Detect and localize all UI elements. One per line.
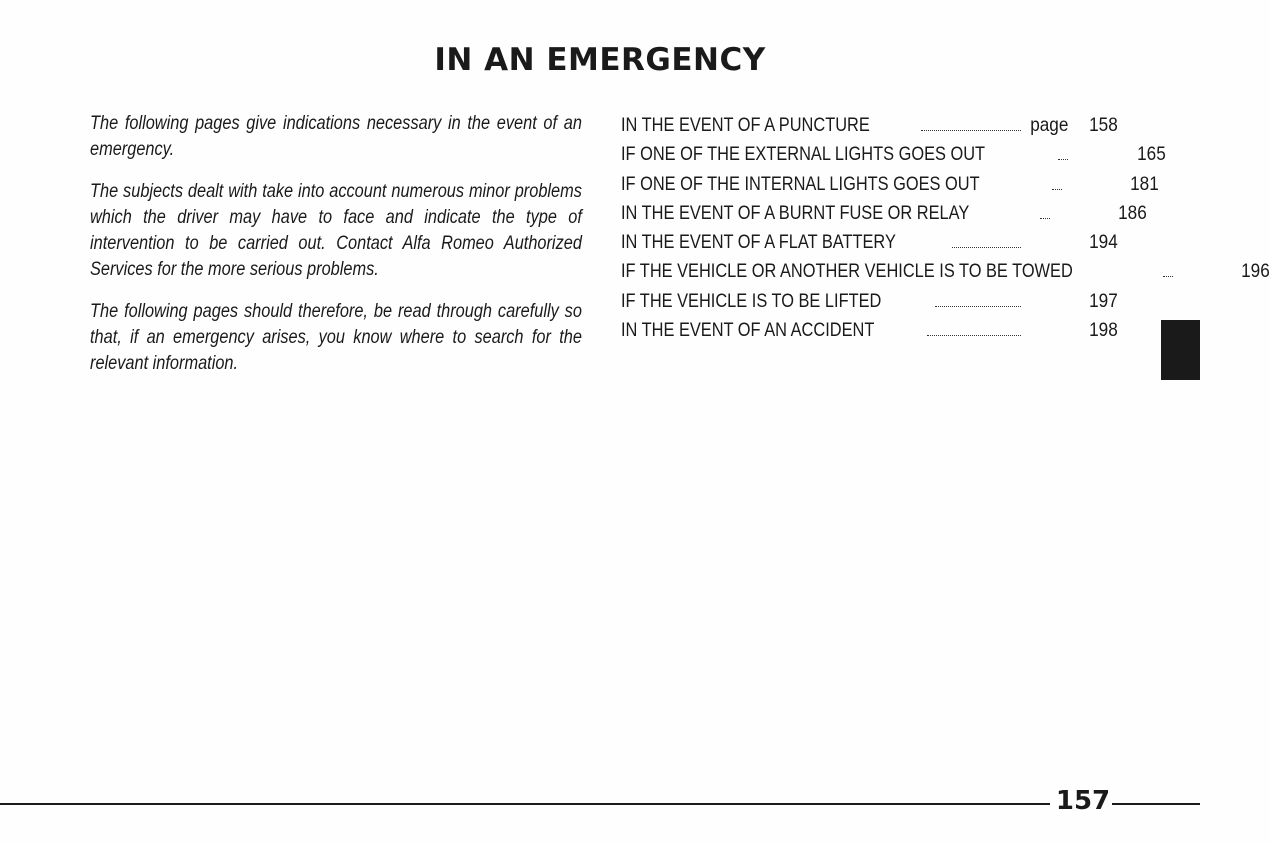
toc-leader-dots: [927, 334, 1021, 336]
table-of-contents: [621, 111, 1270, 345]
toc-entry-page: 186: [1118, 201, 1147, 224]
intro-paragraph: The subjects dealt with take into account numerous minor problems which the driver may have to face and indicate the type of intervention to be carried out. Contact Alfa Romeo Authorized Services for the more serious problems.: [90, 181, 582, 280]
section-thumb-tab: [1161, 320, 1200, 380]
footer-rule-left: [0, 803, 1050, 805]
toc-entry-label: IF THE VEHICLE IS TO BE LIFTED: [621, 289, 882, 312]
toc-entry[interactable]: [621, 228, 1118, 257]
toc-leader-dots: [921, 129, 1020, 131]
intro-text: [90, 111, 582, 393]
toc-entry[interactable]: [621, 140, 1166, 169]
toc-entry-label: IN THE EVENT OF A FLAT BATTERY: [621, 231, 896, 254]
toc-entry[interactable]: [621, 316, 1118, 345]
page-title: IN AN EMERGENCY: [434, 42, 766, 78]
toc-leader-dots: [1058, 158, 1068, 160]
toc-entry-label: IN THE EVENT OF A PUNCTURE: [621, 114, 870, 136]
toc-leader-dots: [935, 305, 1021, 307]
toc-entry[interactable]: [621, 170, 1160, 199]
page-number: 157: [1055, 786, 1111, 816]
toc-leader-dots: [1040, 217, 1050, 219]
toc-leader-dots: [952, 246, 1020, 248]
toc-entry-label: IN THE EVENT OF A BURNT FUSE OR RELAY: [621, 201, 970, 224]
intro-paragraph: The following pages give indications necessary in the event of an emergency.: [90, 113, 582, 160]
toc-entry-page: 198: [1089, 319, 1118, 342]
toc-leader-dots: [1052, 188, 1062, 190]
toc-entry-label: IF THE VEHICLE OR ANOTHER VEHICLE IS TO BE TOWED: [621, 260, 1073, 283]
toc-entry-label: IF ONE OF THE EXTERNAL LIGHTS GOES OUT: [621, 143, 986, 166]
toc-entry[interactable]: [621, 199, 1147, 228]
toc-entry[interactable]: [621, 111, 1118, 140]
toc-entry-page: 165: [1136, 143, 1166, 166]
toc-leader-dots: [1163, 275, 1173, 277]
toc-entry-page: 196: [1241, 260, 1270, 283]
footer-rule-right: [1112, 803, 1200, 805]
intro-paragraph: The following pages should therefore, be read through carefully so that, if an emergency arises, you know where to search for the relevant information.: [90, 301, 582, 374]
toc-entry[interactable]: [621, 287, 1118, 316]
toc-entry-page: 197: [1089, 289, 1118, 312]
toc-entry-page: 158: [1089, 114, 1118, 136]
toc-page-word: page: [1029, 114, 1068, 136]
toc-entry-label: IN THE EVENT OF AN ACCIDENT: [621, 319, 875, 342]
toc-entry-page: 181: [1130, 172, 1160, 195]
toc-entry[interactable]: [621, 257, 1270, 286]
toc-entry-page: 194: [1089, 231, 1118, 254]
toc-entry-label: IF ONE OF THE INTERNAL LIGHTS GOES OUT: [621, 172, 980, 195]
